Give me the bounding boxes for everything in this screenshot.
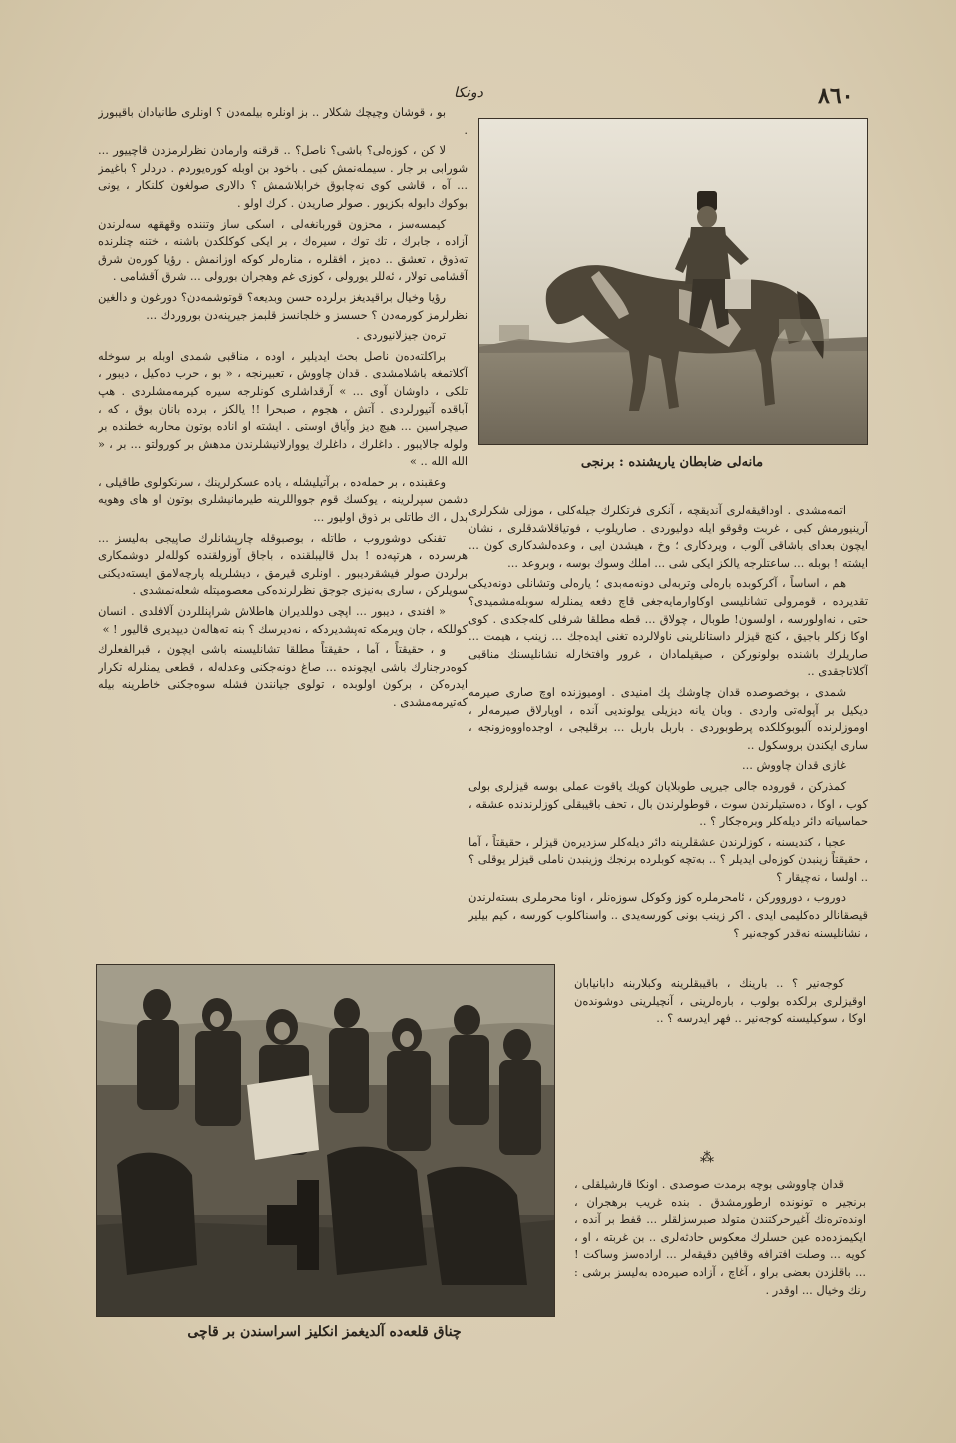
right-paragraph: اتمەمشدی . اوداقیقەلری آندیقچه ، آنکری فرتکلرك جیلەکلی ، موزلی شکرلری آرینیورمش کبی ، غربت وقوقو ایله دولیوردی . صاریلوب ، فوتیاقلاشدقلری ، نشان ایچون بعدای باشاقی آلوب ، ویردکاری ؛ وخ ، هیشدن ایی ، وعدەلشدکاری کون ... ایشتە ! بوبلە ... ساعتلرجه یالکز ایکی شی ... املك وسوك بوسه ، وبروعد ...: [468, 503, 868, 570]
running-title: دونکا: [454, 85, 483, 101]
right-paragraph: غازی قدان چاووش ...: [742, 758, 846, 773]
horse-photo-caption: مانەلی ضابطان یاریشندە : برنجی: [580, 455, 764, 470]
left-paragraph: رؤیا وخیال براقیدیغز برلردە حسن وبدیعە؟ قوتوشمەدن؟ دورغون و دالغین نظرلرمز کورمەدن ؟ حسسز و خلجانسز قلبمز جیرپنەدن بوروردك ...: [98, 289, 468, 322]
right-column-middle: [574, 975, 866, 1143]
right-column-top: [468, 502, 868, 967]
horse-rider-photo: [478, 118, 868, 445]
right-paragraph: عجبا ، کندیسنه ، کوزلرندن عشقلرینه دائر دیلەکلر سزدیرەن قیزلر ، حقیقتاً ، آما ، حقیقتاً زینبدن کوزەلی ایدیلر ؟ .. بەتچه کوبلردە برنجك وزینبدن ناملی قیزلر یوقلی ؟ .. اولسا ، نەچیقار ؟: [468, 834, 868, 884]
left-paragraph: لا کن ، کوزەلی؟ باشی؟ ناصل؟ .. قرقنه وارمادن نظرلرمزدن قاچییور ... شورابی بر جار . سیملەنمش کبی . باخود بن اوبله کورەیوردم . دردلر ؟ باغیمز ... آه ، قاشی کوی نەچابوق خرابلاشمش ؟ دالاری صولغون کلنکار ، یونی بوکوك دابوله بکزیور . صولر صاریدن . کرك اولو .: [98, 143, 468, 210]
prisoners-group-photo: [96, 964, 555, 1317]
right-paragraph: هم ، اساساً ، آکرکوبده بارەلی وتربەلی دونەمەبدی ؛ یارەلی وتشانلی دونەدیکی تقدیردە ، قومرولی تشانلیسی اوکاوارمایەجغی قاچ دفعه یمنلرلە سوبلەمشمیدی؟ حتی ، نەاولورسە ، اولسون! طوبال ، چولاق ... قطه مطلقا شرفلی کلەجکدی . کوی اوکا زکلر باجیق ، کنچ قیزلر داستانلرینی ناولالردە تغنی ایدەجك ... زینب ، هیمت ... صاریلرك باشنده بولونورکن ، صیقیلمادان ، غرور وافتخارله نشانلیسنك مناقبی آکلاتاجقدی ..: [468, 576, 868, 679]
left-paragraph: کیمسەسز ، محزون قوربانغەلی ، اسکی ساز وتنندە وقهقهه سەلرندن آزادە ، جابرك ، تك توك ، سیرەك ، بر ایکی کوکلکدن باشنه ، ختنه چنلرندە تەذوق ، تعشق .. دەیز ، افقلرە ، منارەلر کوکە اوزانمش . رؤیا کورەن شرق آقشامی تولار ، ئەللر یورولی ، کوزی غم وهجران بورولی ... شرق آقشامی .: [98, 216, 468, 284]
left-paragraph: ترەن جیزلانیوردی .: [356, 328, 446, 343]
right-column-bottom: [574, 1176, 866, 1374]
right-paragraph: کوجەنیر ؟ .. بارینك ، باقیبقلرینه وکبلاربنه دابانیابان اوقیزلری برلکدە بولوب ، بارەلرینی ، آنچیلرینی دوشوندەن اوکا ، سوکیلیسنه کوجەنیر .. فهر ایدرسه ؟ ..: [574, 976, 866, 1026]
page-number: ٨٦٠: [818, 83, 854, 109]
right-paragraph: دوروب ، دوروورکن ، ئامحرملره کوز وکوکل سوزەنلر ، اونا محرملری بستەلرندن قیصقانالر دەکلیمی ایدی . اکر زینب بونی کورسەیدی .. واسناکلوب کورسه ، کیم بیلیر ، نشانلیسنه نەقدر کوجەنیر ؟: [468, 890, 868, 940]
left-paragraph: براکلتەدەن ناصل بحث ایدیلیر ، اودە ، مناقبی شمدی اوبله بر سوخله آکلاتمغه باشلامشدی . قدان چاووش ، تعبیرنجه ، « بو ، حرب دەکیل ، دیبور ، تلکی ، داوشان آوی ... » آرقداشلری کونلرجه سیره کیرمەمشلردی . هپ آباقده آتیورلردی . آتش ، هجوم ، صبحرا !! یالکز ، برده بانان بوق ، کە ، صیچراسین ... هیچ دیز وآیاق اوستی . ایشتە او انادە بوتون محاربه خطنده بر ولوله جالایبور . داغلرك ، داغلرك یووارلانیشلرندن مدهش بر کورولتو ... بر ، « الله الله .. »: [98, 348, 468, 469]
left-paragraph: وعقبندە ، بر حملەدە ، برآتیلیشله ، یادە عسکرلرینك ، سرنکولوی طاقیلی ، دشمن سپرلرینه ، یوکسك قوم جوواللرینه طیرمانیشلری بوتون او های وهویه بدل ، اك طاتلی بر ذوق اولیور ...: [98, 474, 468, 525]
left-paragraph: بو ، قوشان وچیچك شکلار .. بز اونلره بیلمەدن ؟ اونلری طانیادان باقیبورز .: [98, 105, 468, 137]
right-paragraph: قدان چاووشی بوچه برمدت صوصدی . اونکا قارشیلقلی ، برنجیر ه تونونده ارطورمشدق . بندە غریب برهجران ، اوندەترەنك آغیرحرکتندن متولد صبرسزلقلر ... قفط بر آندە ، ایکیمزدەدە عین حسلرك معکوس حادثەلری .. بن غربته ، او ، کویه ... وصلت افترافه وقافین دقیقەلر ... ارادەسز وساکت ! ... باقلزدن بعضی براو ، آغاچ ، آزادە صیرەدە بەلیسز برشی : رنك وخیال ... اوقدر .: [574, 1177, 866, 1297]
prisoners-group-image: [97, 965, 554, 1316]
left-column: [98, 104, 468, 944]
left-paragraph: و ، حقیقتاً ، آما ، حقیقتاً مطلقا تشانلیسنه باشی ایچون ، قبرالفعلرك کوەدرجنارك باشی ایچوندە ... صاغ دونەجکنی وعدلەلە ، قطعی یمنلرلە تکرار ایدرەکن ، برکون اولوبدە ، تولوی جیانندن فشله سوەجکنی خاطرینه بیله کەتیرمەمشدی .: [98, 642, 468, 709]
right-paragraph: شمدی ، بوخصوصدە قدان چاوشك پك امنیدی . اومیوزندە اوچ صاری صیرمه دیکیل بر آپولەتی واردی . وبان یانه دیزیلی یولوندیی آنده ، اوپارلاق صیرمەلر ، اوموزلرندە آلبوبوکلکدە پرطوبوردی . باربل باربل ... برقلیجی ، اوجدەاووەزونجه ، ساری ایکندن بروسکول ..: [468, 684, 868, 752]
right-paragraph: کمذرکن ، قورودە جالی جیرپی طوبلایان کویك یاقوت عملی بوسه قیزلری بولی کوب ، اوکا ، دەستیلرندن سوت ، قوطولرندن بال ، تحف باقیبقلی کوزلرندندە عشقە ، حماسیاته دائر دیلەکلر وبرەجکار ؟ ..: [468, 778, 868, 829]
section-asterism: ⁂: [700, 1150, 714, 1166]
left-paragraph: « افندی ، دیبور ... اپچی دوللدیران هاطلاش شراپنللردن آلافلدی . انسان کوللکه ، جان ویرمکه تەپشدیردکه ، نەدیرسك ؟ بنه تەهالەن دیپدیری قالیور ! »: [98, 604, 468, 636]
left-paragraph: تفنکی دوشوروب ، طاتله ، بوصبوقله چارپشانلرك صاپیجی بەلیسز ... هرسردە ، هرتپەدە ! بدل قالیبلقندە ، باجاق آوزولقندە کوللەلر دوشمکاری برلردن صولر فیشقردیبور . اونلری قیرمق ، دیشلریله پارچەلامق ایستەدیکنی سویلرکن ، ساری بەنیزی جوجق نظرلرندەکی معصومیتله شعلەنمشدی .: [98, 530, 468, 598]
horse-rider-image: [479, 119, 867, 444]
group-photo-caption: چناق قلعەدە آلدیغمز انکلیز اسراسندن بر قاچی: [187, 1324, 462, 1340]
